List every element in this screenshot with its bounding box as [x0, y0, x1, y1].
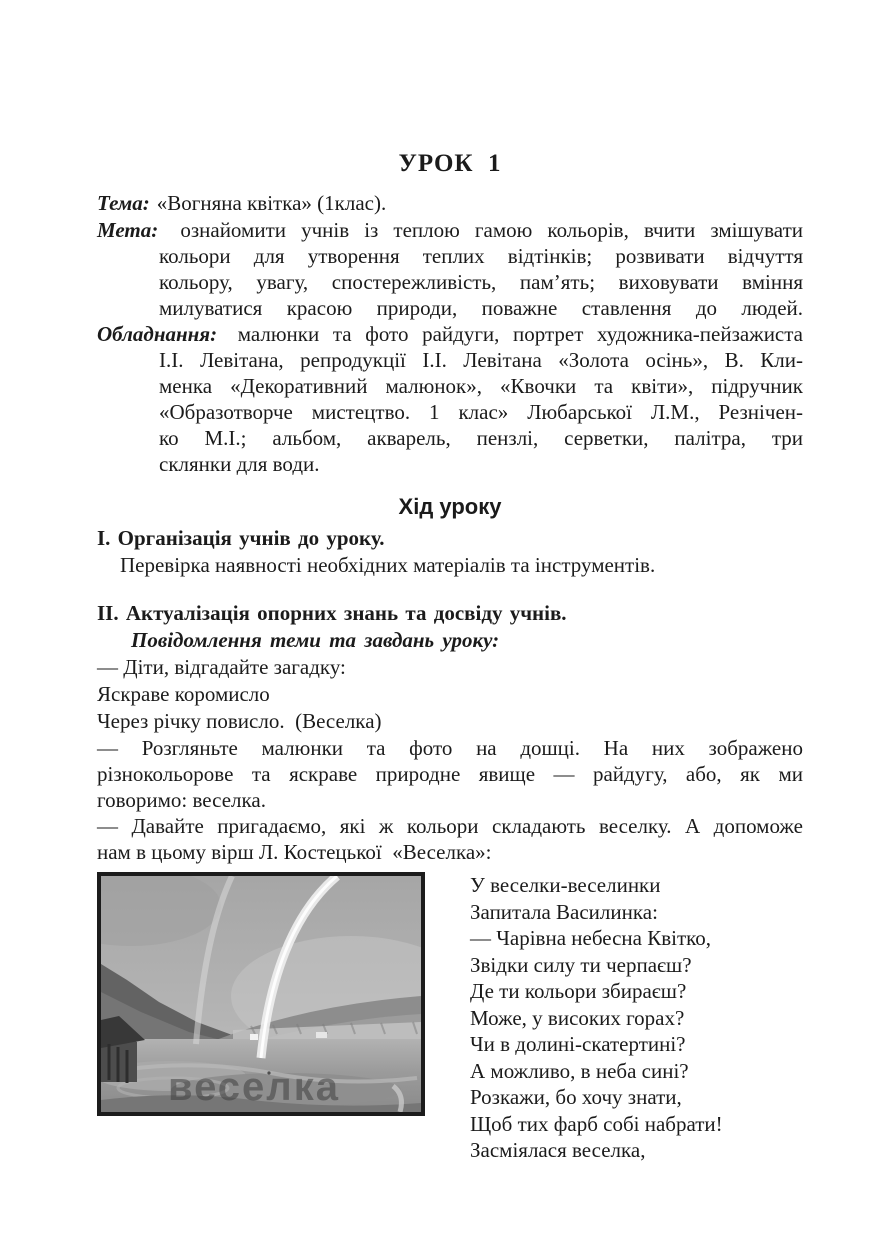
poem-line: Розкажи, бо хочу знати, [470, 1085, 682, 1109]
poem [470, 872, 723, 1164]
para1-line-3: говоримо: веселка. [97, 788, 266, 812]
poem-line: — Чарівна небесна Квітко, [470, 926, 712, 950]
poem-line: Запитала Василинка: [470, 899, 658, 924]
tema-line [97, 190, 803, 217]
meta-text-1: ознайомити учнів із теплою гамою кольорів, вчити змішувати [180, 218, 803, 242]
section2-heading: ІІ. Актуалізація опорних знань та досвіду учнів. [97, 601, 567, 625]
obladnannia-line-1 [97, 321, 803, 347]
poem-line: Може, у високих горах? [470, 1005, 685, 1030]
riddle-intro: — Діти, відгадайте загадку: [97, 655, 346, 679]
lesson-info [97, 190, 803, 477]
poem-line: А можливо, в неба сині? [470, 1058, 689, 1083]
para2-line-2: нам в цьому вірш Л. Костецької «Веселка»: [97, 840, 492, 864]
para1-line-2: різнокольорове та яскраве природне явище — райдугу, або, як ми [97, 762, 803, 786]
section2-subheading: Повідомлення теми та завдань уроку: [131, 628, 500, 652]
obladnannia-line-4: «Образотворче мистецтво. 1 клас» Любарської Л.М., Резнічен- [159, 400, 803, 424]
course-heading: Хід уроку [398, 494, 502, 519]
tema-text: «Вогняна квітка» (1клас). [156, 191, 387, 215]
photo-and-poem-row [97, 872, 803, 1164]
photo-watermark-text: веселка [168, 1065, 340, 1109]
para1-line-1: — Розгляньте малюнки та фото на дошці. На них зображено [97, 736, 803, 760]
poem-line: Щоб тих фарб собі набрати! [470, 1111, 723, 1136]
obladnannia-text-1: малюнки та фото райдуги, портрет художника-пейзажиста [237, 322, 804, 346]
meta-line-3: кольору, увагу, спостережливість, пам’ять; виховувати вміння [159, 270, 803, 294]
tema-label: Тема: [97, 191, 150, 215]
riddle-line-1: Яскраве коромисло [97, 682, 270, 706]
paragraph-poem-intro [97, 813, 803, 865]
poem-line: Засміялася веселка, [470, 1138, 646, 1162]
section1-heading: І. Організація учнів до уроку. [97, 526, 385, 550]
para2-line-1: — Давайте пригадаємо, які ж кольори складають веселку. А допоможе [97, 814, 803, 838]
riddle-line-2: Через річку повисло. (Веселка) [97, 709, 382, 733]
poem-line: Чи в долині-скатертині? [470, 1032, 686, 1056]
obladnannia-line-2: І.І. Левітана, репродукції І.І. Левітана «Золота осінь», В. Кли- [159, 348, 803, 372]
page-title: УРОК 1 [398, 150, 502, 177]
rainbow-photo [97, 872, 425, 1116]
obladnannia-label: Обладнання: [97, 322, 218, 346]
meta-line-4: милуватися красою природи, поважне ставлення до людей. [159, 296, 803, 320]
section1-body: Перевірка наявності необхідних матеріалів та інструментів. [120, 553, 656, 577]
meta-line-2: кольори для утворення теплих відтінків; розвивати відчуття [159, 244, 803, 268]
obladnannia-line-3: менка «Декоративний малюнок», «Квочки та квіти», підручник [159, 374, 803, 398]
obladnannia-line-5: ко М.І.; альбом, акварель, пензлі, серветки, палітра, три [159, 426, 803, 450]
poem-line: Звідки силу ти черпаєш? [470, 952, 692, 977]
paragraph-rainbow-intro [97, 735, 803, 813]
meta-label: Мета: [97, 218, 159, 242]
poem-line: У веселки-веселинки [470, 873, 661, 897]
poem-line: Де ти кольори збираєш? [470, 979, 687, 1003]
meta-line-1 [97, 217, 803, 243]
obladnannia-line-6: склянки для води. [159, 452, 320, 476]
